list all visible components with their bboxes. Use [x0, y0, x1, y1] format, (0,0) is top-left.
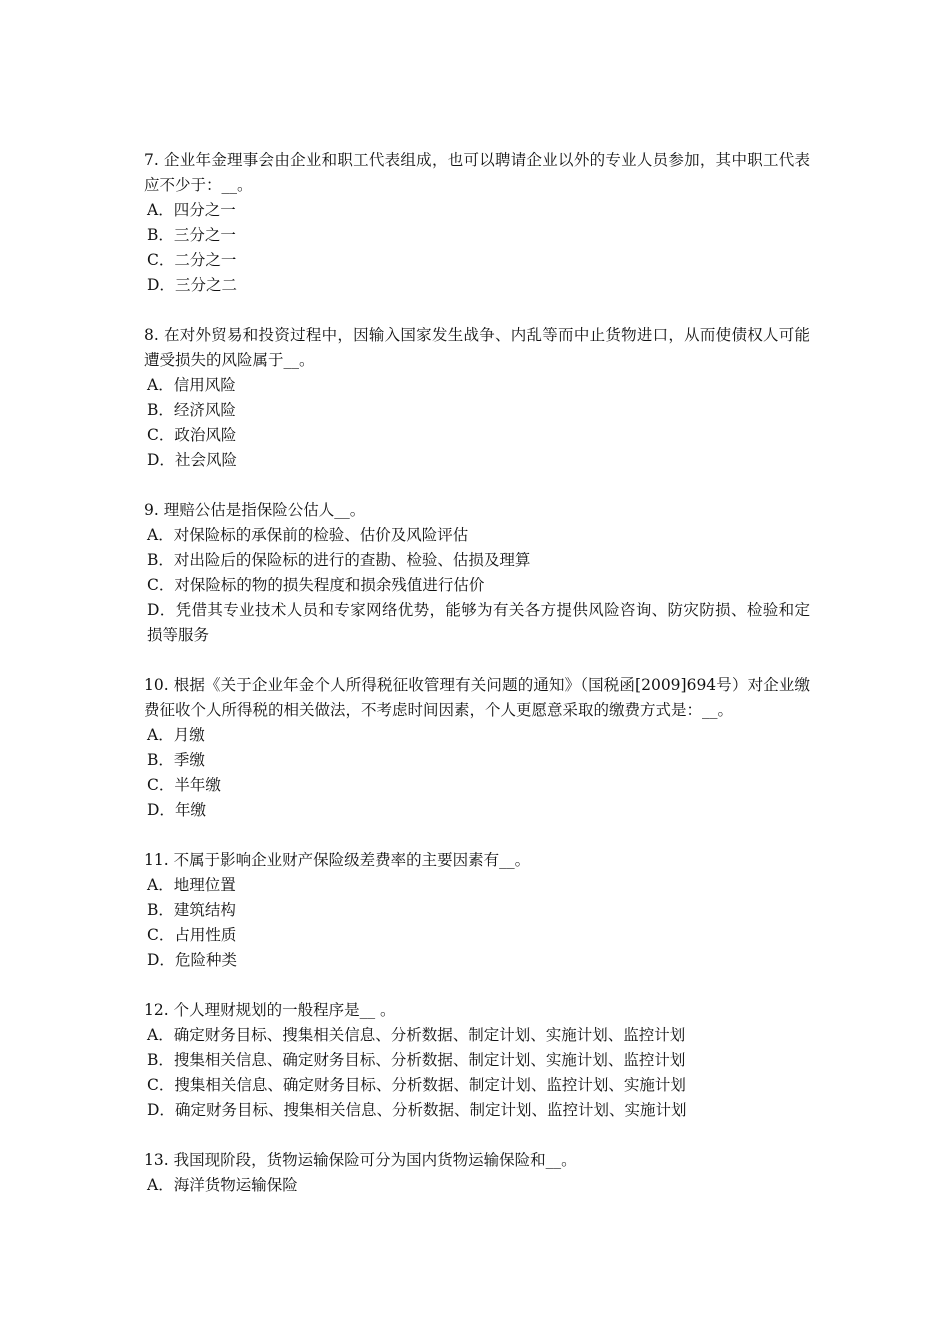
- option-letter: B．: [147, 226, 174, 244]
- option-c: [144, 923, 810, 948]
- option-text: 对保险标的物的损失程度和损余残值进行估价: [174, 576, 485, 594]
- option-letter: B．: [147, 751, 174, 769]
- option-letter: A．: [147, 201, 174, 219]
- option-text: 占用性质: [174, 926, 237, 944]
- option-c: [144, 423, 810, 448]
- option-text: 政治风险: [174, 426, 237, 444]
- option-letter: C．: [147, 1076, 175, 1094]
- option-text: 三分之一: [173, 226, 236, 244]
- option-text: 地理位置: [173, 876, 236, 894]
- option-letter: C．: [147, 576, 175, 594]
- option-c: [144, 1073, 810, 1098]
- option-letter: B．: [147, 901, 174, 919]
- option-a: [144, 1023, 810, 1048]
- option-d: [144, 1098, 810, 1123]
- question-stem: 12. 个人理财规划的一般程序是__ 。: [144, 1001, 396, 1019]
- question-stem: 8. 在对外贸易和投资过程中，因输入国家发生战争、内乱等而中止货物进口，从而使债权人可能遭受损失的风险属于__。: [144, 326, 810, 369]
- question-11: [144, 848, 810, 973]
- option-c: [144, 773, 810, 798]
- question-9: [144, 498, 810, 648]
- option-text: 经济风险: [173, 401, 236, 419]
- option-b: [144, 548, 810, 573]
- option-text: 半年缴: [174, 776, 221, 794]
- option-letter: B．: [147, 551, 174, 569]
- option-a: [144, 723, 810, 748]
- option-letter: A．: [147, 1176, 174, 1194]
- option-text: 危险种类: [174, 951, 237, 969]
- question-stem: 7. 企业年金理事会由企业和职工代表组成，也可以聘请企业以外的专业人员参加，其中职工代表应不少于：__。: [144, 151, 810, 194]
- option-text: 搜集相关信息、确定财务目标、分析数据、制定计划、监控计划、实施计划: [174, 1076, 686, 1094]
- question-8: [144, 323, 810, 473]
- option-letter: C．: [147, 426, 175, 444]
- option-letter: D．: [147, 1101, 175, 1119]
- question-stem: 9. 理赔公估是指保险公估人__。: [144, 501, 366, 519]
- option-b: [144, 223, 810, 248]
- option-b: [144, 1048, 810, 1073]
- option-text: 二分之一: [174, 251, 237, 269]
- option-text: 三分之二: [174, 276, 237, 294]
- option-text: 月缴: [173, 726, 205, 744]
- option-a: [144, 198, 810, 223]
- option-letter: C．: [147, 926, 175, 944]
- option-text: 建筑结构: [173, 901, 236, 919]
- option-text: 社会风险: [174, 451, 237, 469]
- option-text: 确定财务目标、搜集相关信息、分析数据、制定计划、监控计划、实施计划: [174, 1101, 687, 1119]
- question-stem: 10. 根据《关于企业年金个人所得税征收管理有关问题的通知》（国税函[2009]694号）对企业缴费征收个人所得税的相关做法，不考虑时间因素，个人更愿意采取的缴费方式是：__。: [144, 676, 810, 719]
- option-letter: A．: [147, 526, 174, 544]
- option-letter: A．: [147, 876, 174, 894]
- option-letter: D．: [147, 951, 175, 969]
- option-text: 对出险后的保险标的进行的查勘、检验、估损及理算: [173, 551, 531, 569]
- option-a: [144, 523, 810, 548]
- option-text: 搜集相关信息、确定财务目标、分析数据、制定计划、实施计划、监控计划: [173, 1051, 686, 1069]
- option-d: [144, 798, 810, 823]
- option-letter: D．: [147, 801, 175, 819]
- question-12: [144, 998, 810, 1123]
- option-letter: A．: [147, 376, 174, 394]
- option-text: 信用风险: [173, 376, 236, 394]
- option-text: 四分之一: [173, 201, 236, 219]
- option-text: 季缴: [173, 751, 205, 769]
- question-13: [144, 1148, 810, 1198]
- option-d: [144, 948, 810, 973]
- option-a: [144, 873, 810, 898]
- question-stem: 13. 我国现阶段，货物运输保险可分为国内货物运输保险和__。: [144, 1151, 577, 1169]
- option-b: [144, 898, 810, 923]
- option-a: [144, 373, 810, 398]
- question-stem: 11. 不属于影响企业财产保险级差费率的主要因素有__。: [144, 851, 531, 869]
- option-b: [144, 748, 810, 773]
- document-page: [144, 148, 810, 1223]
- option-text: 对保险标的承保前的检验、估价及风险评估: [173, 526, 469, 544]
- option-text: 年缴: [174, 801, 206, 819]
- option-letter: D．: [147, 276, 175, 294]
- question-10: [144, 673, 810, 823]
- option-letter: C．: [147, 251, 175, 269]
- option-letter: B．: [147, 1051, 174, 1069]
- option-letter: B．: [147, 401, 174, 419]
- option-letter: C．: [147, 776, 175, 794]
- option-text: 凭借其专业技术人员和专家网络优势，能够为有关各方提供风险咨询、防灾防损、检验和定损等服务: [147, 601, 810, 644]
- option-text: 确定财务目标、搜集相关信息、分析数据、制定计划、实施计划、监控计划: [173, 1026, 686, 1044]
- option-d: [144, 448, 810, 473]
- option-a: [144, 1173, 810, 1198]
- option-c: [144, 573, 810, 598]
- option-d: [144, 598, 810, 648]
- option-letter: A．: [147, 726, 174, 744]
- option-letter: D．: [147, 451, 175, 469]
- option-c: [144, 248, 810, 273]
- option-d: [144, 273, 810, 298]
- option-letter: A．: [147, 1026, 174, 1044]
- option-text: 海洋货物运输保险: [173, 1176, 298, 1194]
- option-b: [144, 398, 810, 423]
- question-7: [144, 148, 810, 298]
- option-letter: D．: [147, 601, 176, 619]
